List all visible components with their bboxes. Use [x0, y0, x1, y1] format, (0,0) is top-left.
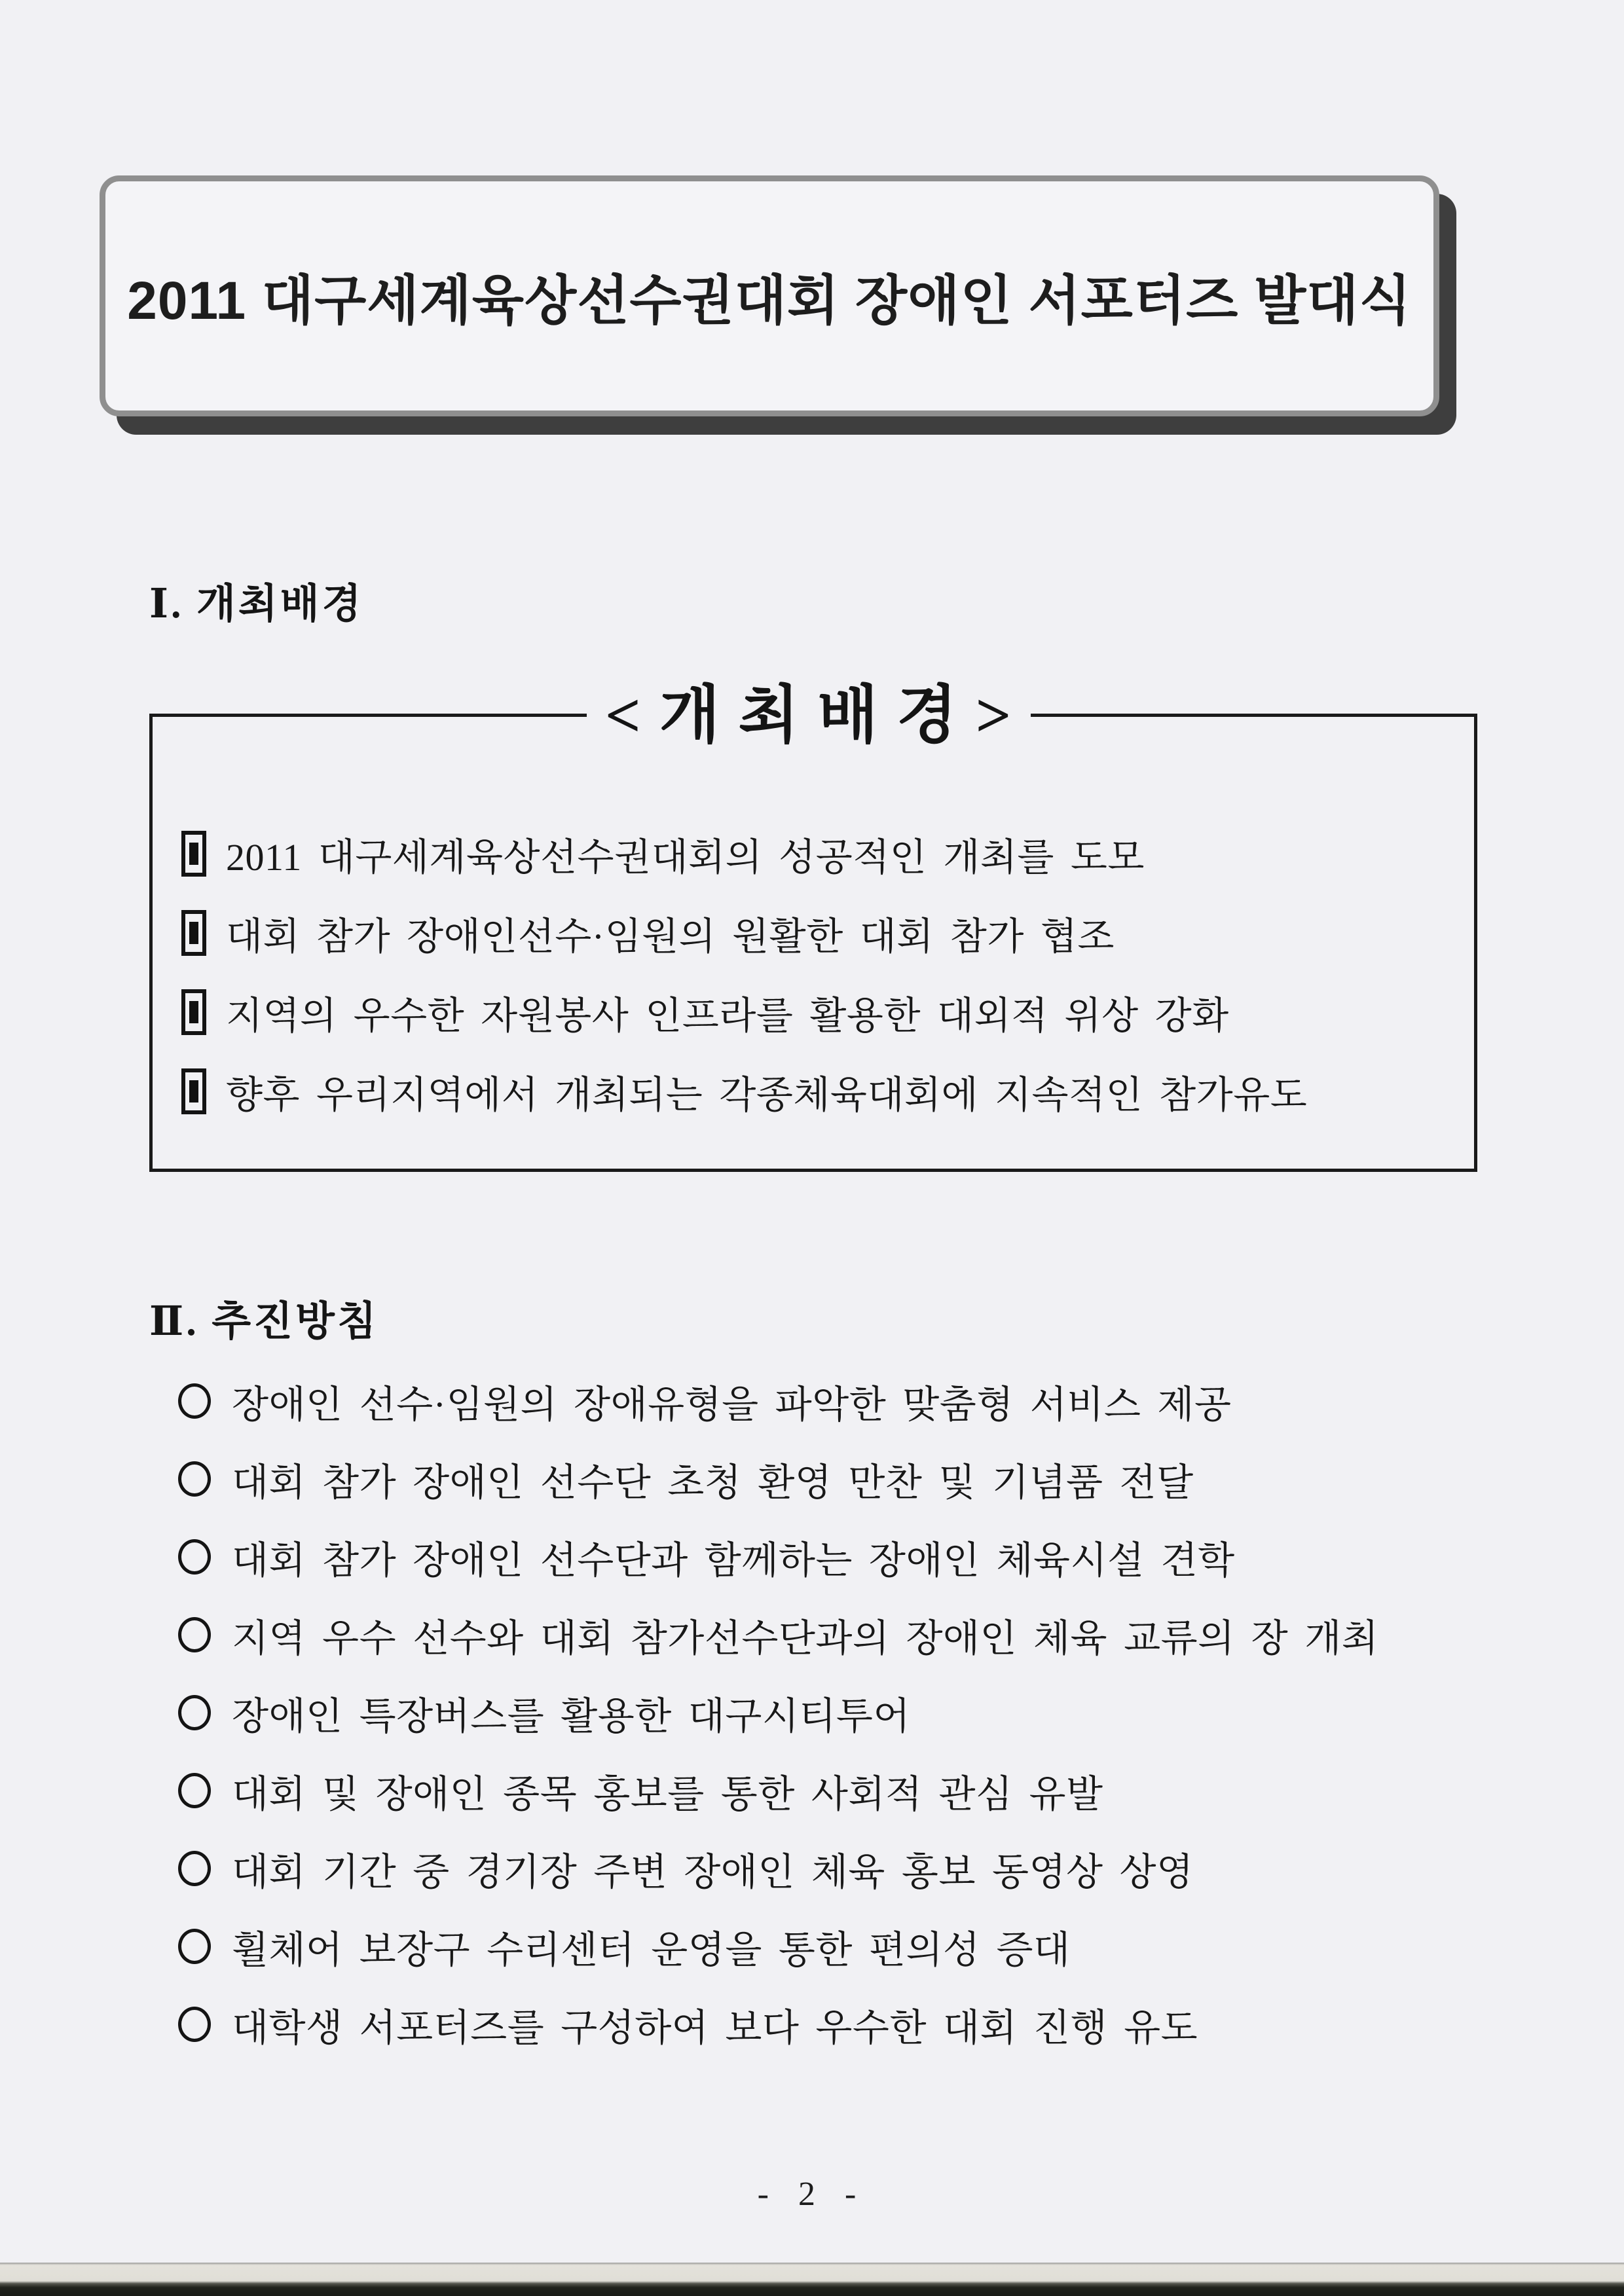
- bullet-text: 대회 기간 중 경기장 주변 장애인 체육 홍보 동영상 상영: [232, 1850, 1194, 1893]
- bullet-text: 지역 우수 선수와 대회 참가선수단과의 장애인 체육 교류의 장 개최: [232, 1616, 1379, 1660]
- square-bullet-fill: [189, 922, 198, 944]
- section2-heading: Ⅱ. 추진방침: [149, 1300, 379, 1344]
- bullet-text: 대회 참가 장애인선수·임원의 원활한 대회 참가 협조: [226, 915, 1115, 958]
- circle-bullet-icon: [178, 1539, 211, 1575]
- list-item: [178, 1595, 1585, 1673]
- square-bullet-icon: [181, 910, 206, 956]
- background-box-title: < 개 최 배 경 >: [587, 666, 1031, 765]
- bullet-text: 대회 참가 장애인 선수단과 함께하는 장애인 체육시설 견학: [232, 1539, 1235, 1582]
- circle-bullet-icon: [178, 2007, 211, 2042]
- list-item: [181, 972, 1461, 1051]
- title-banner: [100, 175, 1439, 416]
- bullet-text: 장애인 특장버스를 활용한 대구시티투어: [232, 1694, 910, 1738]
- background-box: [149, 680, 1477, 1172]
- list-item: [178, 1440, 1585, 1518]
- list-item: [178, 1751, 1585, 1829]
- bullet-text: 대회 참가 장애인 선수단 초청 환영 만찬 및 기념품 전달: [232, 1461, 1194, 1504]
- section1-heading: Ⅰ. 개최배경: [149, 582, 364, 627]
- page-number: - 2 -: [757, 2176, 867, 2213]
- circle-bullet-icon: [178, 1773, 211, 1808]
- circle-bullet-icon: [178, 1461, 211, 1497]
- list-item: [178, 1907, 1585, 1985]
- square-bullet-icon: [181, 1068, 206, 1114]
- list-item: [178, 1673, 1585, 1751]
- circle-bullet-icon: [178, 1383, 211, 1419]
- scan-bottom-edge: [0, 2263, 1624, 2296]
- list-item: [181, 893, 1461, 972]
- list-item: [178, 1985, 1585, 2063]
- list-item: [181, 814, 1461, 893]
- circle-bullet-icon: [178, 1929, 211, 1964]
- square-bullet-icon: [181, 989, 206, 1035]
- background-bullet-list: [181, 814, 1461, 1131]
- square-bullet-fill: [189, 1001, 198, 1023]
- bullet-text: 장애인 선수·임원의 장애유형을 파악한 맞춤형 서비스 제공: [232, 1383, 1232, 1426]
- circle-bullet-icon: [178, 1617, 211, 1652]
- circle-bullet-icon: [178, 1695, 211, 1730]
- bullet-text: 향후 우리지역에서 개최되는 각종체육대회에 지속적인 참가유도: [226, 1073, 1308, 1116]
- list-item: [178, 1362, 1585, 1440]
- square-bullet-fill: [189, 843, 198, 865]
- square-bullet-fill: [189, 1080, 198, 1102]
- bullet-text: 대학생 서포터즈를 구성하여 보다 우수한 대회 진행 유도: [232, 2006, 1198, 2049]
- bullet-text: 대회 및 장애인 종목 홍보를 통한 사회적 관심 유발: [232, 1772, 1103, 1815]
- circle-bullet-icon: [178, 1851, 211, 1886]
- document-title: 2011 대구세계육상선수권대회 장애인 서포터즈 발대식: [127, 270, 1412, 331]
- policy-bullet-list: [178, 1362, 1585, 2063]
- bullet-text: 휠체어 보장구 수리센터 운영을 통한 편의성 증대: [232, 1928, 1071, 1971]
- square-bullet-icon: [181, 831, 206, 877]
- bullet-text: 지역의 우수한 자원봉사 인프라를 활용한 대외적 위상 강화: [226, 994, 1229, 1037]
- list-item: [181, 1051, 1461, 1131]
- bullet-text: 2011 대구세계육상선수권대회의 성공적인 개최를 도모: [226, 835, 1145, 879]
- list-item: [178, 1518, 1585, 1595]
- list-item: [178, 1829, 1585, 1907]
